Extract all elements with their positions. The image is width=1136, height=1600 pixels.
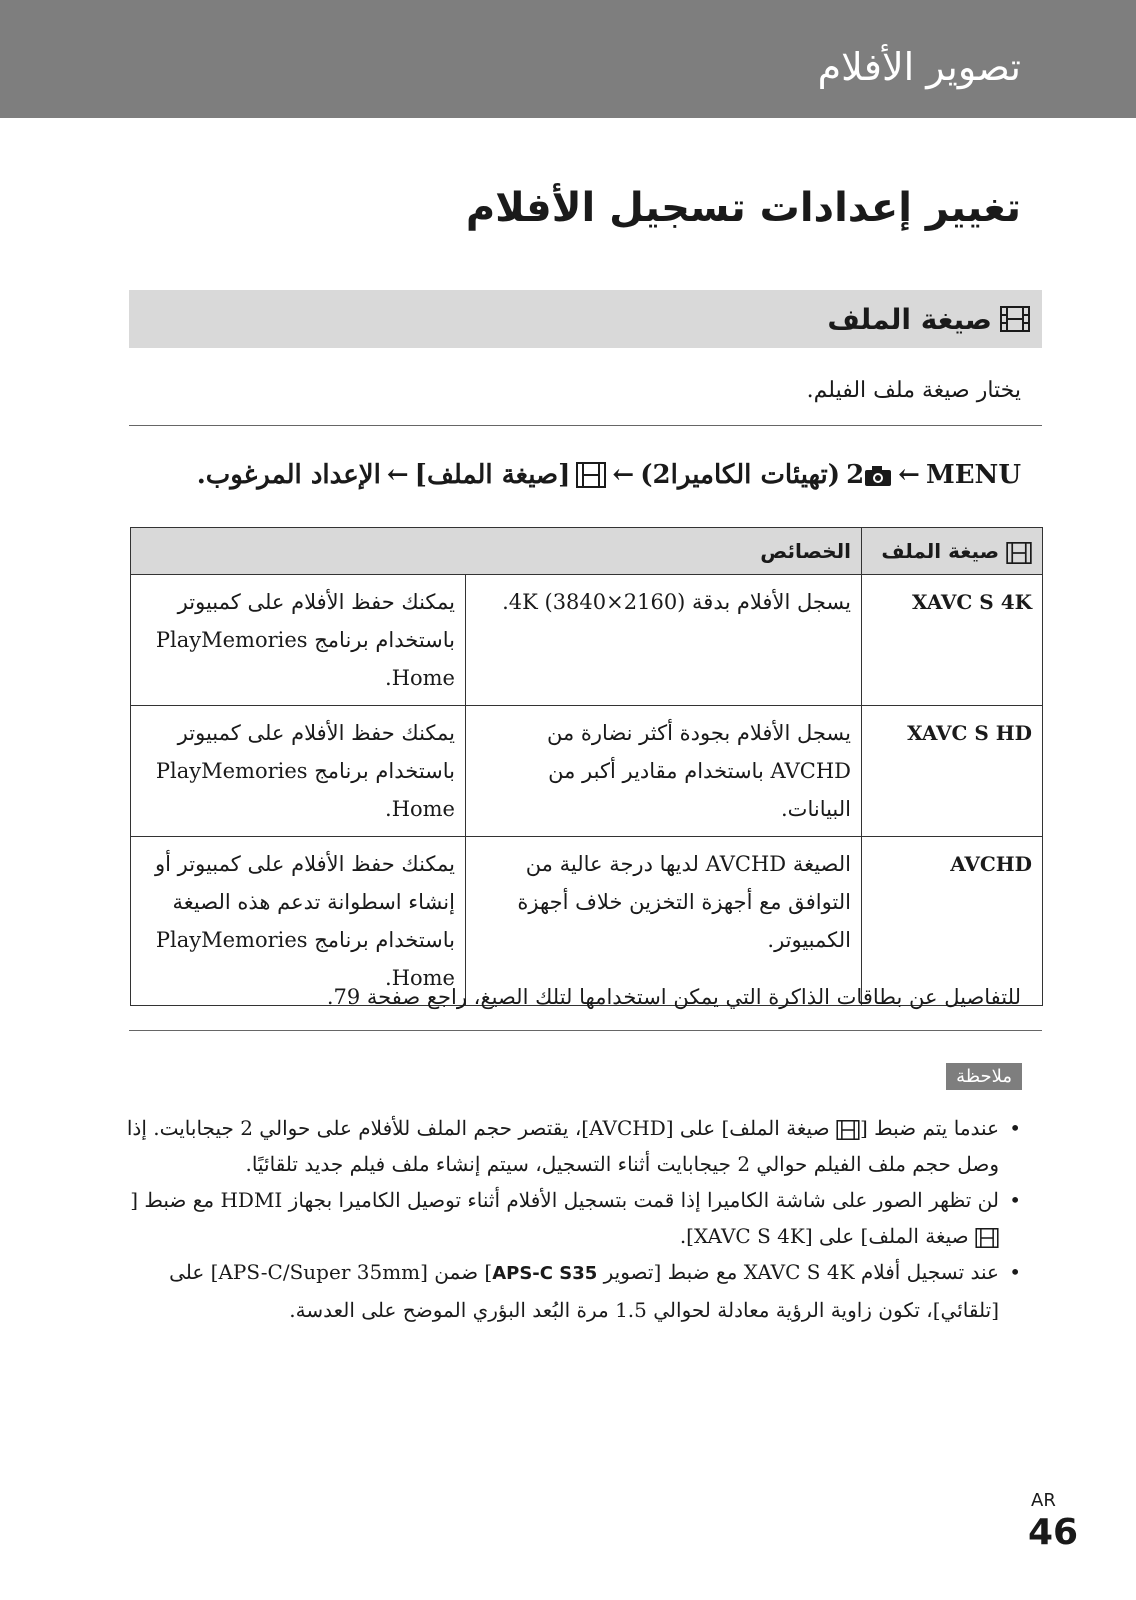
film-icon <box>1006 542 1032 564</box>
menu-item: [صيغة الملف] <box>414 460 571 490</box>
format-note: يمكنك حفظ الأفلام على كمبيوتر أو إنشاء اسطوانة تدعم هذه الصيغة باستخدام برنامج PlayMemories Home. <box>131 837 466 1006</box>
arrow: ← <box>612 460 635 490</box>
film-icon <box>836 1120 860 1140</box>
divider <box>129 1030 1042 1031</box>
arrow: ← <box>386 460 409 490</box>
page-number: 46 <box>1028 1512 1079 1553</box>
format-name: AVCHD <box>862 837 1043 1006</box>
note-item <box>121 1182 1021 1254</box>
table-row <box>131 575 1043 706</box>
note-text: عند تسجيل أفلام XAVC S 4K مع ضبط [تصوير <box>597 1260 999 1284</box>
menu-end: الإعداد المرغوب. <box>196 460 381 490</box>
menu-path <box>197 460 1021 490</box>
note-label: ملاحظة <box>946 1063 1022 1090</box>
note-text: صيغة الملف] على [AVCHD]، يقتصر حجم الملف للأفلام على حوالي 2 جيجابايت. إذا وصل حجم ملف الفيلم حوالي 2 جيجابايت أثناء التسجيل، سيتم إنشاء ملف فيلم جديد تلقائيًا. <box>126 1116 999 1176</box>
format-note: يمكنك حفظ الأفلام على كمبيوتر باستخدام برنامج PlayMemories Home. <box>131 575 466 706</box>
note-item <box>121 1110 1021 1182</box>
format-name: XAVC S 4K <box>862 575 1043 706</box>
note-text: لن تظهر الصور على شاشة الكاميرا إذا قمت بتسجيل الأفلام أثناء توصيل الكاميرا بجهاز HDMI مع ضبط [ <box>130 1188 999 1212</box>
format-note: يمكنك حفظ الأفلام على كمبيوتر باستخدام برنامج PlayMemories Home. <box>131 706 466 837</box>
divider <box>129 425 1042 426</box>
note-text: صيغة الملف] على [XAVC S 4K]. <box>679 1224 975 1248</box>
camera-icon <box>864 465 892 487</box>
note-item <box>121 1254 1021 1328</box>
header-format-label: صيغة الملف <box>881 539 1000 563</box>
settings-tab-label: (تهيئات الكاميرا2) <box>640 460 841 490</box>
format-table <box>130 527 1043 1006</box>
table-header-row <box>131 528 1043 575</box>
header-features: الخصائص <box>131 528 862 575</box>
film-icon <box>975 1228 999 1248</box>
menu-label: MENU <box>925 460 1021 490</box>
film-icon <box>1000 306 1030 332</box>
note-text: عندما يتم ضبط [ <box>859 1116 999 1140</box>
format-name: XAVC S HD <box>862 706 1043 837</box>
arrow: ← <box>898 460 920 490</box>
tab-number: 2 <box>846 460 865 490</box>
format-feature: يسجل الأفلام بجودة أكثر نضارة من AVCHD باستخدام مقادير أكبر من البيانات. <box>466 706 862 837</box>
chapter-title: تصوير الأفلام <box>817 45 1021 89</box>
page-language: AR <box>1031 1490 1056 1511</box>
format-feature: الصيغة AVCHD لديها درجة عالية من التوافق مع أجهزة التخزين خلاف أجهزة الكمبيوتر. <box>466 837 862 1006</box>
menu-tab <box>846 460 892 490</box>
details-text: للتفاصيل عن بطاقات الذاكرة التي يمكن استخدامها لتلك الصيغ، راجع صفحة 79. <box>326 985 1021 1009</box>
header-format <box>862 528 1043 575</box>
format-feature: يسجل الأفلام بدقة 4K (3840×2160). <box>466 575 862 706</box>
film-icon <box>576 462 606 488</box>
notes-list <box>121 1110 1021 1328</box>
table-row <box>131 837 1043 1006</box>
intro-text: يختار صيغة ملف الفيلم. <box>806 378 1021 403</box>
section-title: صيغة الملف <box>827 302 992 336</box>
section-header <box>129 290 1042 348</box>
page-title: تغيير إعدادات تسجيل الأفلام <box>465 185 1021 231</box>
chapter-header-band <box>0 0 1136 118</box>
note-text: ] ضمن [APS-C/Super 35mm] على [تلقائي]، تكون زاوية الرؤية معادلة لحوالي 1.5 مرة البُعد البؤري الموضح على العدسة. <box>169 1260 999 1322</box>
table-row <box>131 706 1043 837</box>
apsc-s35-badge: APS-C S35 <box>492 1263 598 1284</box>
